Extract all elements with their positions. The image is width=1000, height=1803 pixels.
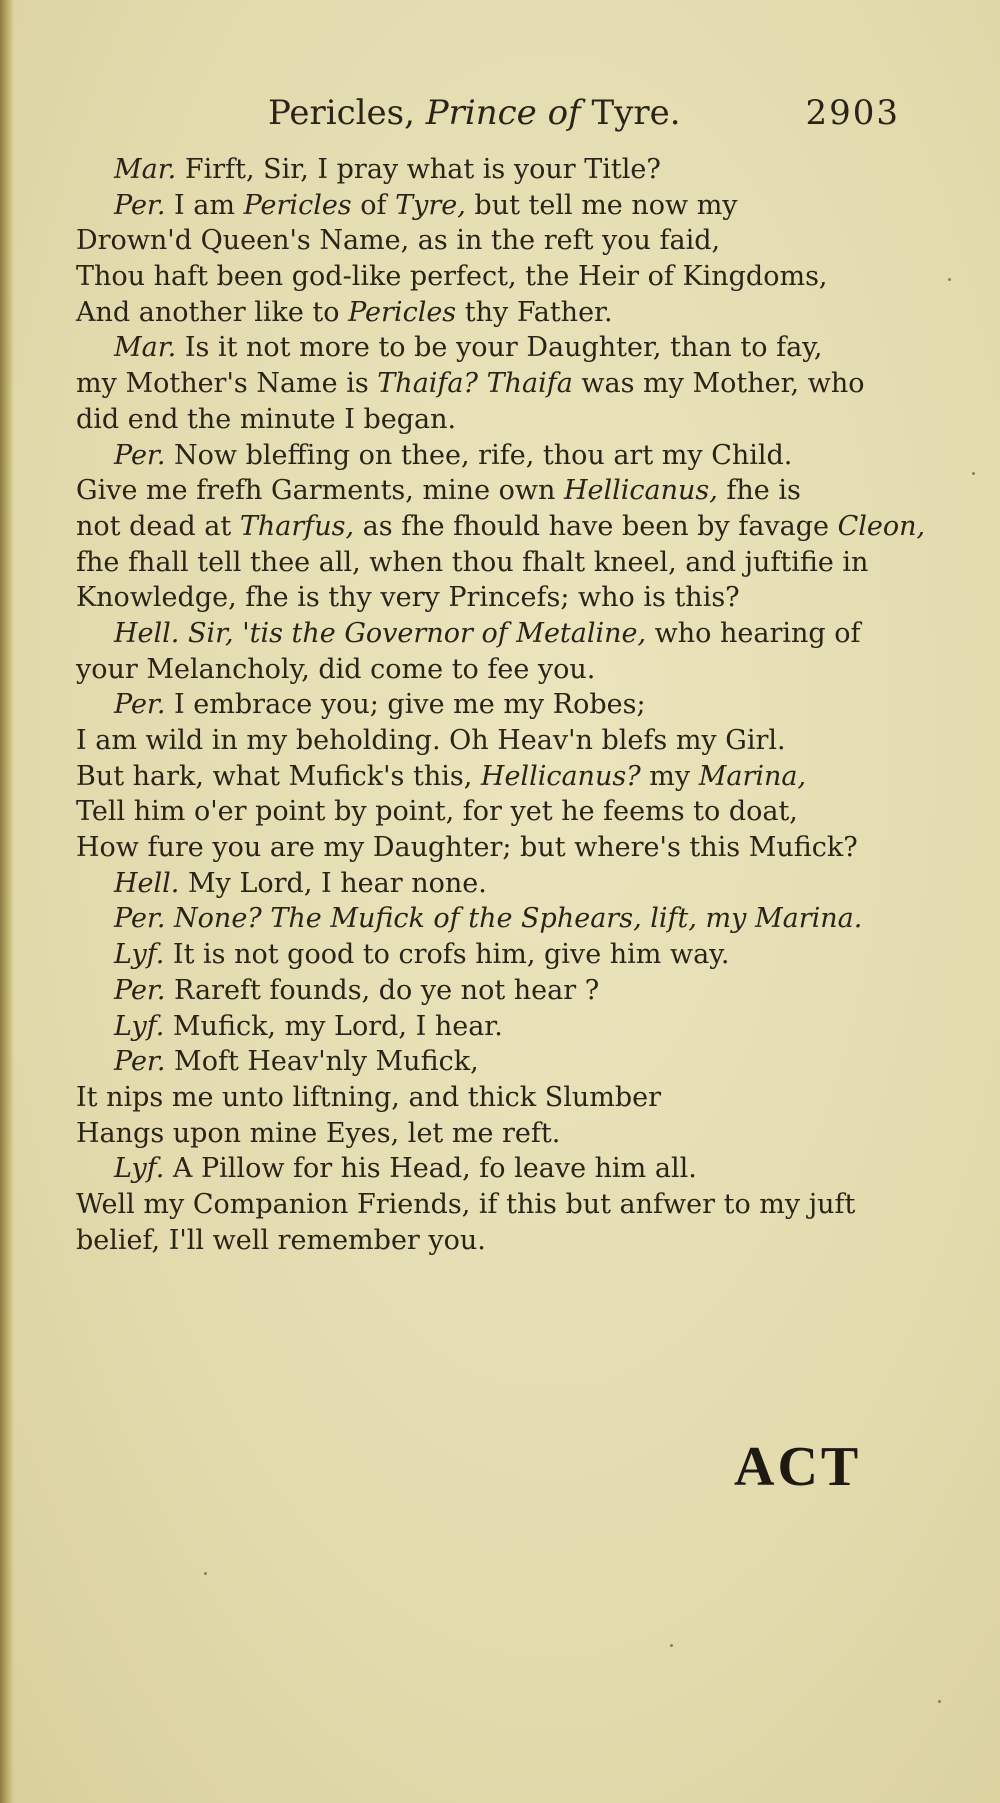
text-line bbox=[76, 759, 906, 795]
line-text: Moft Heav'nly Mufick, bbox=[165, 1046, 479, 1078]
text-line bbox=[76, 402, 906, 438]
text-line bbox=[76, 652, 906, 688]
text-line bbox=[76, 330, 906, 366]
line-text: Rareft founds, do ye not hear ? bbox=[165, 974, 600, 1006]
text-line bbox=[76, 223, 906, 259]
line-text: my bbox=[640, 760, 699, 792]
text-line bbox=[76, 1223, 906, 1259]
text-line bbox=[76, 866, 906, 902]
italic-name: Marina. bbox=[754, 903, 863, 935]
text-line bbox=[76, 366, 906, 402]
page-gutter-shadow bbox=[0, 0, 14, 1803]
text-line bbox=[76, 616, 906, 652]
text-line bbox=[76, 794, 906, 830]
italic-name: Sir, 'tis the Governor of bbox=[179, 617, 517, 649]
italic-name: Hellicanus, bbox=[563, 475, 718, 507]
line-text: but tell me now my bbox=[465, 189, 738, 221]
paper-speck bbox=[938, 1700, 941, 1703]
line-text: did end the minute I began. bbox=[76, 403, 457, 435]
line-text: Now bleffing on thee, rife, thou art my Child. bbox=[165, 439, 793, 471]
italic-name: Cleon, bbox=[837, 510, 926, 542]
italic-name: None? The Mufick of the Sphears, lift, my bbox=[165, 903, 755, 935]
line-text: Hangs upon mine Eyes, let me reft. bbox=[76, 1117, 561, 1149]
speaker-name: Per. bbox=[114, 189, 166, 221]
paper-speck bbox=[972, 472, 975, 475]
text-line bbox=[76, 580, 906, 616]
line-text: I am bbox=[165, 189, 244, 221]
line-text: My Lord, I hear none. bbox=[179, 867, 487, 899]
italic-name: Tharfus, bbox=[239, 510, 355, 542]
line-text: Firft, Sir, I pray what is your Title? bbox=[176, 154, 661, 185]
line-text: Knowledge, fhe is thy very Princefs; who is this? bbox=[76, 582, 740, 614]
line-text: It nips me unto liftning, and thick Slumber bbox=[76, 1081, 662, 1113]
line-text: I embrace you; give me my Robes; bbox=[165, 689, 646, 721]
italic-name: Marina, bbox=[698, 760, 807, 792]
speaker-name: Lyf. bbox=[114, 1010, 165, 1042]
line-text: your Melancholy, did come to fee you. bbox=[76, 653, 596, 685]
line-text: my Mother's Name is bbox=[76, 368, 378, 400]
text-line bbox=[76, 295, 906, 331]
italic-name: Tyre, bbox=[395, 189, 466, 221]
speaker-name: Mar. bbox=[114, 154, 177, 185]
text-line bbox=[76, 473, 906, 509]
body-text bbox=[76, 152, 926, 1258]
italic-name: Pericles bbox=[243, 189, 352, 221]
line-text: Drown'd Queen's Name, as in the reft you faid, bbox=[76, 225, 721, 257]
speaker-name: Hell. bbox=[114, 867, 180, 899]
line-text: was my Mother, who bbox=[572, 368, 865, 400]
italic-name: Pericles bbox=[348, 296, 457, 328]
line-text: fhe fhall tell thee all, when thou fhalt kneel, and juftifie in bbox=[76, 546, 869, 578]
line-text: fhe is bbox=[717, 475, 801, 507]
text-line bbox=[76, 1151, 906, 1187]
italic-name: Metaline, bbox=[516, 617, 647, 649]
text-line bbox=[76, 545, 906, 581]
text-line bbox=[76, 1080, 906, 1116]
page-number: 2903 bbox=[805, 93, 900, 133]
speaker-name: Per. bbox=[114, 689, 166, 721]
text-line bbox=[76, 973, 906, 1009]
text-line bbox=[76, 723, 906, 759]
text-line bbox=[76, 152, 906, 188]
line-text: Is it not more to be your Daughter, than to fay, bbox=[176, 332, 823, 364]
italic-name: Hellicanus? bbox=[480, 760, 641, 792]
italic-name: Thaifa bbox=[486, 368, 573, 400]
speaker-name: Hell. bbox=[114, 617, 180, 649]
line-text: It is not good to crofs him, give him way. bbox=[164, 939, 730, 971]
line-text: But hark, what Mufick's this, bbox=[76, 760, 481, 792]
speaker-name: Per. bbox=[114, 903, 166, 935]
line-text: thy Father. bbox=[456, 296, 613, 328]
running-title: Pericles, Prince of Tyre. bbox=[268, 93, 681, 133]
running-header bbox=[268, 88, 900, 138]
speaker-name: Per. bbox=[114, 439, 166, 471]
line-text: Tell him o'er point by point, for yet he feems to doat, bbox=[76, 796, 798, 828]
text-line bbox=[76, 1187, 906, 1223]
paper-speck bbox=[670, 1644, 673, 1647]
speaker-name: Per. bbox=[114, 1046, 166, 1078]
text-line bbox=[76, 687, 906, 723]
speaker-name: Mar. bbox=[114, 332, 177, 364]
text-line bbox=[76, 188, 906, 224]
line-text: of bbox=[351, 189, 396, 221]
speaker-name: Per. bbox=[114, 974, 166, 1006]
catchword: ACT bbox=[734, 1436, 862, 1498]
line-text: Mufick, my Lord, I hear. bbox=[164, 1010, 503, 1042]
line-text: Give me frefh Garments, mine own bbox=[76, 475, 564, 507]
line-text: A Pillow for his Head, fo leave him all. bbox=[164, 1153, 697, 1185]
text-line bbox=[76, 509, 926, 545]
line-text: How fure you are my Daughter; but where's this Mufick? bbox=[76, 832, 858, 864]
line-text: Thou haft been god-like perfect, the Heir of Kingdoms, bbox=[76, 261, 828, 293]
line-text: belief, I'll well remember you. bbox=[76, 1224, 486, 1256]
paper-speck bbox=[948, 278, 951, 281]
text-line bbox=[76, 937, 906, 973]
text-line bbox=[76, 830, 906, 866]
line-text bbox=[478, 368, 487, 399]
line-text: And another like to bbox=[76, 296, 349, 328]
line-text: Well my Companion Friends, if this but anfwer to my juft bbox=[76, 1188, 856, 1220]
speaker-name: Lyf. bbox=[114, 939, 165, 971]
line-text: as fhe fhould have been by favage bbox=[354, 510, 838, 542]
line-text: who hearing of bbox=[646, 617, 861, 649]
line-text: I am wild in my beholding. Oh Heav'n blefs my Girl. bbox=[76, 725, 786, 756]
text-line bbox=[76, 1116, 906, 1152]
paper-speck bbox=[204, 1572, 207, 1575]
text-line bbox=[76, 1044, 906, 1080]
text-line bbox=[76, 1009, 906, 1045]
speaker-name: Lyf. bbox=[114, 1153, 165, 1185]
italic-name: Thaifa? bbox=[377, 368, 478, 400]
text-line bbox=[76, 438, 906, 474]
text-line bbox=[76, 259, 906, 295]
text-line bbox=[76, 901, 906, 937]
line-text: not dead at bbox=[76, 510, 240, 542]
